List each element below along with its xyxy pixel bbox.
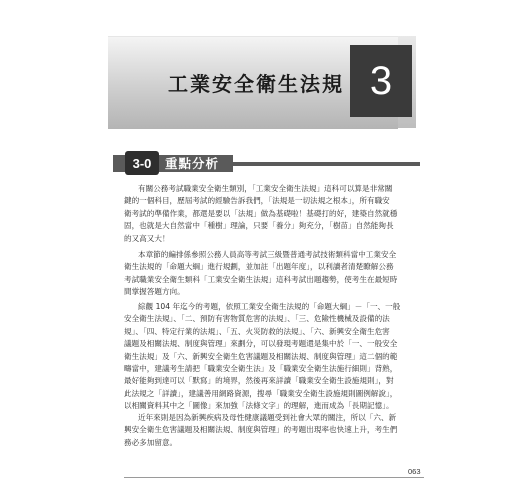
- paragraph-4: [124, 412, 411, 449]
- chapter-number-box: [350, 45, 412, 117]
- text-line: 興安全衛生危害議題及相關法規、制度與管理」的考題出現率也快速上升，考生們: [124, 425, 398, 435]
- text-line: 鍵的一個科目，歷屆考試的經驗告訴我們，「法規是一切法規之根本」，所有職安: [124, 196, 390, 206]
- text-line: 衛考試的準備作業，都還是要以「法規」做為基礎啦！基礎打的好，建築自然就穩: [124, 208, 398, 218]
- text-line: 衛生法規」及「六、新興安全衛生危害議題及相關法規、制度與管理」這二個的範: [124, 351, 398, 361]
- chapter-number: 3: [369, 59, 393, 103]
- text-line: 有關公務考試職業安全衛生類別，「工業安全衛生法規」這科可以算是非常關: [138, 184, 393, 193]
- section-badge: 3-0: [125, 151, 159, 175]
- text-line: 規」、「四、特定行業的法規」、「五、火災防救的法規」、「六、新興安全衛生危害: [124, 326, 390, 336]
- text-line: 安全衛生法規」、「二、預防有害物質危害的法規」、「三、危險性機械及設備的法: [124, 314, 390, 324]
- paragraph-1: [124, 183, 411, 245]
- chapter-title: 工業安全衛生法規: [168, 72, 344, 96]
- text-line: 務必多加留意。: [124, 437, 178, 447]
- text-line: 以相關資料其中之「圖像」來加強「法條文字」的理解，進而成為「長期記憶」。: [124, 401, 394, 411]
- text-line: 固，也就是大自然當中「種樹」理論，只要「養分」夠充分，「樹苗」自然能夠長: [124, 221, 394, 231]
- text-line: 議題及相關法規、制度與管理」來劃分，可以發現考題還是集中於「一、一般安全: [124, 339, 398, 349]
- text-line: 的又高又大！: [124, 233, 170, 243]
- text-line: 疇當中，建議考生請把「職業安全衛生法」及「職業安全衛生法施行細則」背熟，: [124, 364, 398, 374]
- section-title: 重點分析: [165, 156, 220, 171]
- paragraph-3: [124, 301, 411, 413]
- page-number: 063: [408, 467, 421, 476]
- footer-rule: [124, 477, 424, 478]
- text-line: 綜觀 104 年迄今的考題，依照工業安全衛生法規的「命題大綱」－「一、一般: [138, 302, 401, 311]
- text-line: 間掌握答題方向。: [124, 287, 185, 297]
- text-line: 此法規之「詳讀」，建議善用網路資源，搜尋「職業安全衛生設施規則圖例解說」，: [124, 388, 398, 398]
- text-line: 最好能夠到達可以「默寫」的境界，然後再來詳讀「職業安全衛生設施規則」，對: [124, 376, 394, 386]
- text-line: 考試職業安全衛生類科「工業安全衛生法規」這科考試出題趨勢，使考生在最短時: [124, 274, 398, 284]
- text-line: 近年來則是因為新興疾病及母性健康議題受到社會大眾的關注，所以「六、新: [138, 413, 397, 422]
- text-line: 本章節的編排係參照公務人員高等考試三級暨普通考試技術類科當中工業安全: [138, 250, 397, 259]
- paragraph-2: [124, 249, 411, 299]
- text-line: 衛生法規的「命題大綱」進行規劃，並加註「出題年度」，以利讀者清楚瞭解公務: [124, 262, 394, 272]
